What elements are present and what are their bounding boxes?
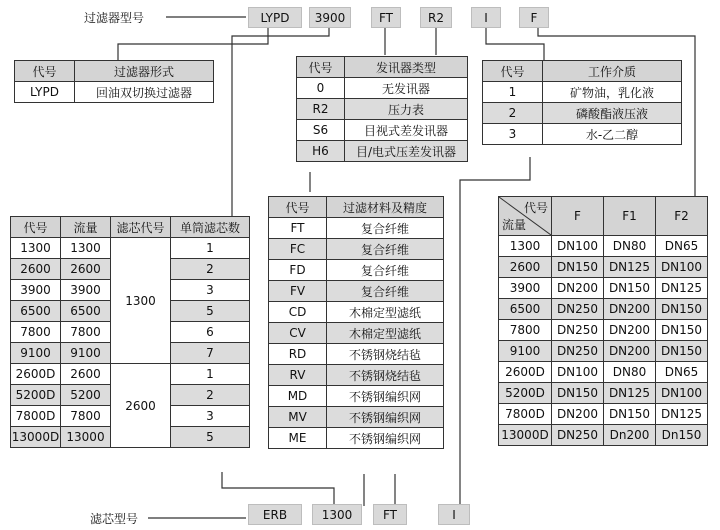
code-box-connection: F <box>519 7 549 28</box>
code-box-flow: 3900 <box>309 7 351 28</box>
filter-model-label: 过滤器型号 <box>84 11 145 25</box>
filter-form-table <box>14 60 214 103</box>
cell: 7800 <box>61 322 111 343</box>
cell: H6 <box>297 141 345 162</box>
cell: 木棉定型滤纸 <box>327 302 444 323</box>
cell: 复合纤维 <box>327 260 444 281</box>
flow-table <box>10 216 250 448</box>
cell: 2600D <box>499 362 552 383</box>
cell: 6500 <box>499 299 552 320</box>
cell: DN125 <box>656 278 708 299</box>
element-code-type: ERB <box>248 504 302 525</box>
cell: 1300 <box>499 236 552 257</box>
cell: 回油双切换过滤器 <box>75 82 214 103</box>
cell: 13000D <box>11 427 61 448</box>
cell: DN250 <box>552 425 604 446</box>
cell: 磷酸酯液压液 <box>543 103 682 124</box>
cell: 2 <box>483 103 543 124</box>
header: 代号 <box>483 61 543 82</box>
cell: 1 <box>171 238 250 259</box>
header: 单筒滤芯数 <box>171 217 250 238</box>
cell: DN100 <box>656 257 708 278</box>
cell: 2600 <box>499 257 552 278</box>
cell: LYPD <box>15 82 75 103</box>
header: 代号 <box>15 61 75 82</box>
cell: 不锈钢编织网 <box>327 428 444 449</box>
cell: DN125 <box>604 257 656 278</box>
header: 滤芯代号 <box>111 217 171 238</box>
header: 发讯器类型 <box>345 57 468 78</box>
cell: DN200 <box>604 320 656 341</box>
header: F2 <box>656 197 708 236</box>
element-code-size: 1300 <box>312 504 362 525</box>
cell: 3900 <box>11 280 61 301</box>
cell: DN125 <box>656 404 708 425</box>
cell: 2 <box>171 259 250 280</box>
material-table <box>268 196 444 449</box>
cell: 3 <box>483 124 543 145</box>
cell: 6 <box>171 322 250 343</box>
cell: DN65 <box>656 236 708 257</box>
code-box-medium: I <box>471 7 501 28</box>
cell: 7800 <box>499 320 552 341</box>
cell: DN80 <box>604 236 656 257</box>
cell: 2600 <box>61 259 111 280</box>
cell: RD <box>269 344 327 365</box>
cell: 5200 <box>61 385 111 406</box>
cell: 6500 <box>11 301 61 322</box>
header: 工作介质 <box>543 61 682 82</box>
header: 流量 <box>61 217 111 238</box>
cell: DN200 <box>552 404 604 425</box>
cell: DN200 <box>604 299 656 320</box>
cell: DN100 <box>552 362 604 383</box>
code-box-type: LYPD <box>248 7 302 28</box>
cell: 2 <box>171 385 250 406</box>
element-model-label: 滤芯型号 <box>90 512 139 526</box>
cell: RV <box>269 365 327 386</box>
cell: DN125 <box>604 383 656 404</box>
cell: 不锈钢编织网 <box>327 386 444 407</box>
header: 代号 <box>297 57 345 78</box>
cell: FC <box>269 239 327 260</box>
cell: 水-乙二醇 <box>543 124 682 145</box>
cell: Dn150 <box>656 425 708 446</box>
cell: Dn200 <box>604 425 656 446</box>
cell: 5 <box>171 427 250 448</box>
header: F <box>552 197 604 236</box>
cell: 目/电式压差发讯器 <box>345 141 468 162</box>
cell: 13000D <box>499 425 552 446</box>
cell: 3900 <box>499 278 552 299</box>
cell: 不锈钢烧结毡 <box>327 344 444 365</box>
header: F1 <box>604 197 656 236</box>
cell: 13000 <box>61 427 111 448</box>
cell: 0 <box>297 78 345 99</box>
cell: DN250 <box>552 299 604 320</box>
cell: DN250 <box>552 341 604 362</box>
cell: DN150 <box>604 404 656 425</box>
cell: DN150 <box>656 320 708 341</box>
header: 过滤器形式 <box>75 61 214 82</box>
cell: 矿物油，乳化液 <box>543 82 682 103</box>
cell: 3 <box>171 280 250 301</box>
cell: 7800 <box>11 322 61 343</box>
header: 过滤材料及精度 <box>327 197 444 218</box>
element-code-medium: I <box>438 504 470 525</box>
cell: 复合纤维 <box>327 218 444 239</box>
corner-cell <box>499 197 552 236</box>
cell: 复合纤维 <box>327 239 444 260</box>
cell: 2600D <box>11 364 61 385</box>
header: 代号 <box>269 197 327 218</box>
cell: DN150 <box>656 341 708 362</box>
cell: CV <box>269 323 327 344</box>
cell: 7800D <box>499 404 552 425</box>
cell: FT <box>269 218 327 239</box>
cell: 7800D <box>11 406 61 427</box>
cell: DN65 <box>656 362 708 383</box>
cell: FV <box>269 281 327 302</box>
cell: 5200D <box>11 385 61 406</box>
element-code-material: FT <box>373 504 407 525</box>
code-box-material: FT <box>371 7 401 28</box>
cell: 2600 <box>61 364 111 385</box>
cell: 9100 <box>11 343 61 364</box>
cell: R2 <box>297 99 345 120</box>
cell: CD <box>269 302 327 323</box>
cell: FD <box>269 260 327 281</box>
cell: 1300 <box>11 238 61 259</box>
cell: 7800 <box>61 406 111 427</box>
cell: 5200D <box>499 383 552 404</box>
indicator-table <box>296 56 468 162</box>
cell: DN100 <box>656 383 708 404</box>
code-box-indicator: R2 <box>420 7 452 28</box>
cell: 压力表 <box>345 99 468 120</box>
medium-table <box>482 60 682 145</box>
cell: 3 <box>171 406 250 427</box>
cell: 1300 <box>61 238 111 259</box>
cell: 3900 <box>61 280 111 301</box>
cell: 复合纤维 <box>327 281 444 302</box>
cell: DN200 <box>604 341 656 362</box>
corner-label-flow: 流量 <box>502 218 527 232</box>
cell: ME <box>269 428 327 449</box>
cell: MD <box>269 386 327 407</box>
cell: DN150 <box>552 257 604 278</box>
corner-label-code: 代号 <box>523 201 548 215</box>
cell: DN100 <box>552 236 604 257</box>
cell: 9100 <box>499 341 552 362</box>
cell: DN150 <box>604 278 656 299</box>
cell: 不锈钢编织网 <box>327 407 444 428</box>
header: 代号 <box>11 217 61 238</box>
cell: MV <box>269 407 327 428</box>
element-code-cell: 2600 <box>111 364 171 448</box>
cell: 6500 <box>61 301 111 322</box>
cell: 目视式差发讯器 <box>345 120 468 141</box>
cell: 木棉定型滤纸 <box>327 323 444 344</box>
cell: DN80 <box>604 362 656 383</box>
cell: 无发讯器 <box>345 78 468 99</box>
cell: DN150 <box>656 299 708 320</box>
cell: 2600 <box>11 259 61 280</box>
connection-table <box>498 196 708 446</box>
cell: S6 <box>297 120 345 141</box>
cell: 9100 <box>61 343 111 364</box>
cell: 1 <box>483 82 543 103</box>
cell: DN200 <box>552 278 604 299</box>
cell: 7 <box>171 343 250 364</box>
cell: 不锈钢烧结毡 <box>327 365 444 386</box>
element-code-cell: 1300 <box>111 238 171 364</box>
cell: 1 <box>171 364 250 385</box>
cell: DN250 <box>552 320 604 341</box>
cell: 5 <box>171 301 250 322</box>
cell: DN150 <box>552 383 604 404</box>
